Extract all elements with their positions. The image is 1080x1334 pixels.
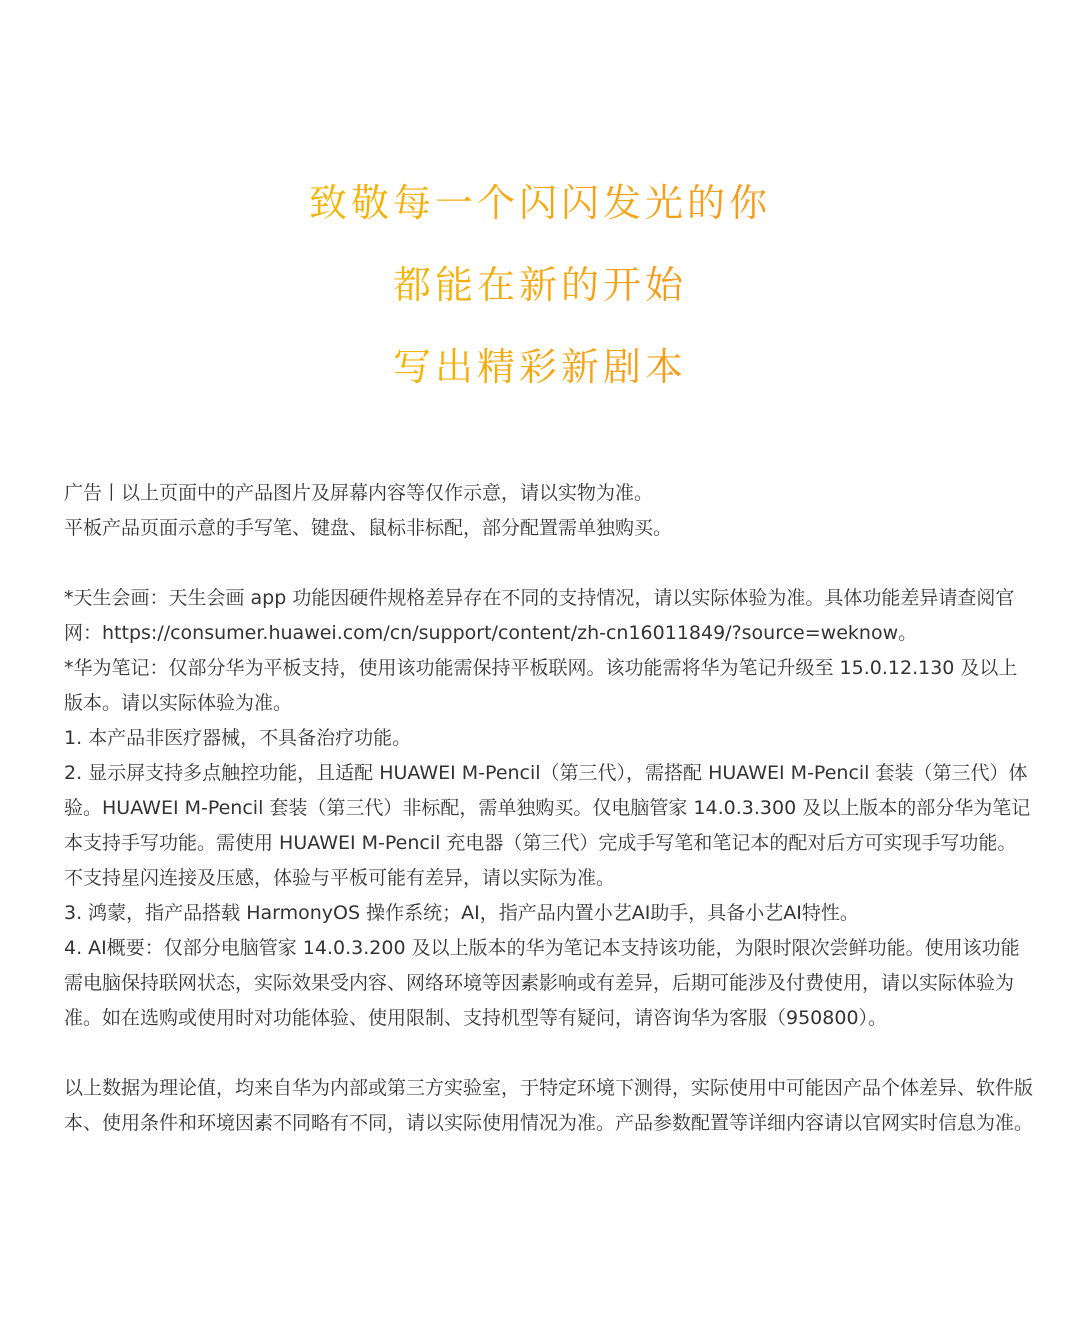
headline-line-3	[0, 344, 1080, 390]
note-huawei-notes: *华为笔记：仅部分华为平板支持，使用该功能需保持平板联网。该功能需将华为笔记升级至 15.0.12.130 及以上版本。请以实际体验为准。	[64, 657, 1018, 714]
headline-text-1: 致敬每一个闪闪发光的你	[303, 180, 777, 226]
ad-notice: 广告丨以上页面中的产品图片及屏幕内容等仅作示意，请以实物为准。	[64, 482, 654, 504]
note-4-ai-summary: 4. AI概要：仅部分电脑管家 14.0.3.200 及以上版本的华为笔记本支持该功能，为限时限次尝鲜功能。使用该功能需电脑保持联网状态，实际效果受内容、网络环境等因素影响或有差异，后期可能涉及付费使用，请以实际体验为准。如在选购或使用时对功能体验、使用限制、支持机型等有疑问，请咨询华为客服（950800）。	[64, 937, 1020, 1029]
headline-line-1	[0, 180, 1080, 226]
spacer	[64, 1036, 1034, 1071]
data-notice: 以上数据为理论值，均来自华为内部或第三方实验室，于特定环境下测得，实际使用中可能因产品个体差异、软件版本、使用条件和环境因素不同略有不同，请以实际使用情况为准。产品参数配置等详细内容请以官网实时信息为准。	[64, 1077, 1034, 1134]
note-2-touch-pencil: 2. 显示屏支持多点触控功能，且适配 HUAWEI M-Pencil（第三代），需搭配 HUAWEI M-Pencil 套装（第三代）体验。HUAWEI M-Pencil 套装（第三代）非标配，需单独购买。仅电脑管家 14.0.3.300 及以上版本的部分华为笔记本支持手写功能。需使用 HUAWEI M-Pencil 充电器（第三代）完成手写笔和笔记本的配对后方可实现手写功能。不支持星闪连接及压感，体验与平板可能有差异，请以实际为准。	[64, 762, 1031, 889]
note-tiansheng-huihua: *天生会画：天生会画 app 功能因硬件规格差异存在不同的支持情况，请以实际体验为准。具体功能差异请查阅官网：https://consumer.huawei.com/cn/support/content/zh-cn16011849/?source=weknow。	[64, 587, 1015, 644]
headline-text-2: 都能在新的开始	[387, 262, 693, 308]
tablet-notice: 平板产品页面示意的手写笔、键盘、鼠标非标配，部分配置需单独购买。	[64, 517, 673, 539]
note-3-harmonyos: 3. 鸿蒙，指产品搭载 HarmonyOS 操作系统；AI，指产品内置小艺AI助手，具备小艺AI特性。	[64, 902, 859, 924]
headline-line-2	[0, 262, 1080, 308]
disclaimer-block	[64, 476, 1034, 1141]
headline-text-3: 写出精彩新剧本	[387, 344, 693, 390]
spacer	[64, 546, 1034, 581]
note-1-medical: 1. 本产品非医疗器械，不具备治疗功能。	[64, 727, 412, 749]
